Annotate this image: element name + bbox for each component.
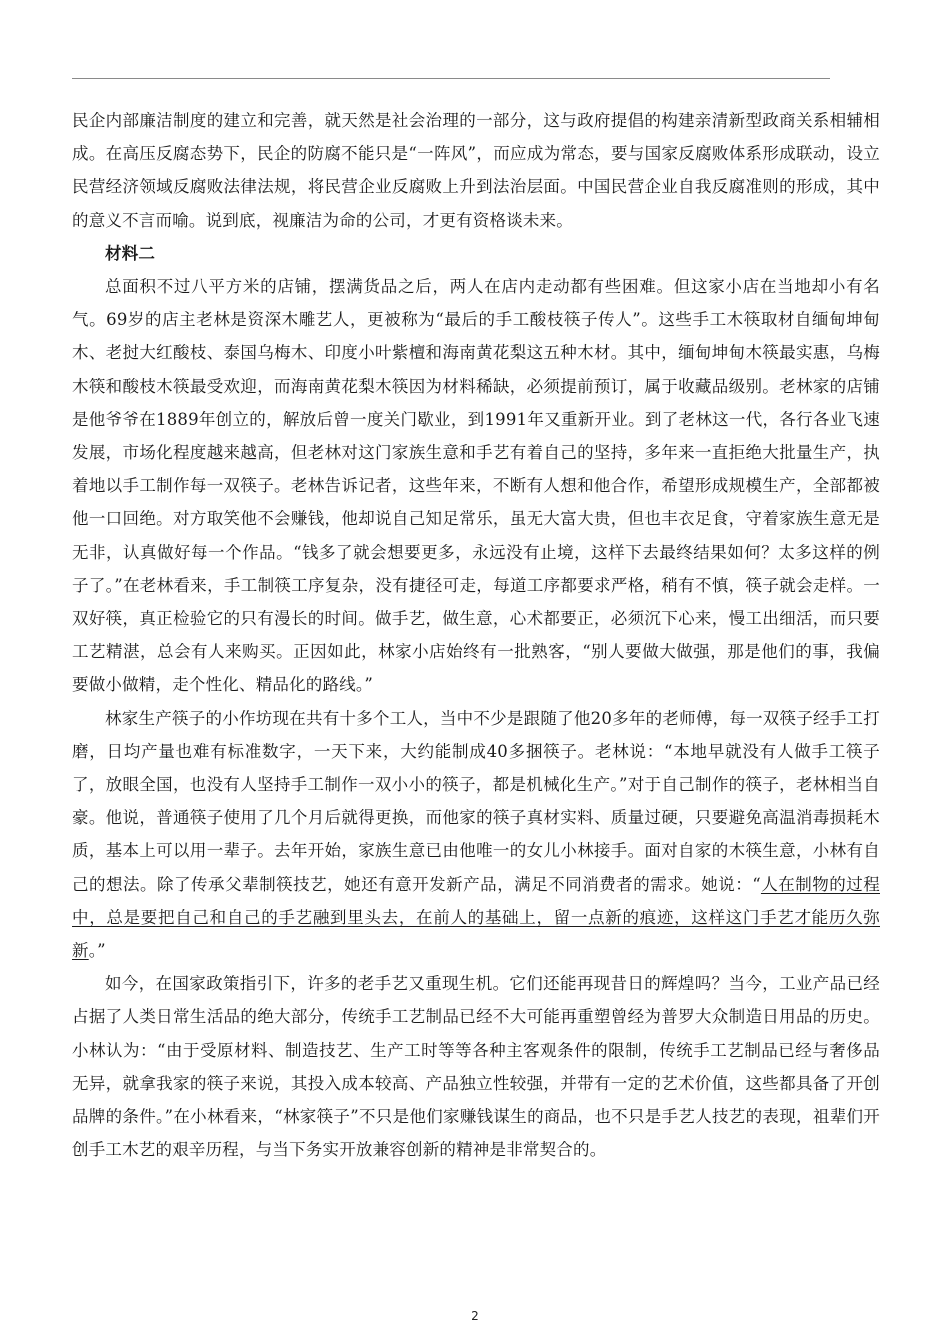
paragraph-continuation: 民企内部廉洁制度的建立和完善，就天然是社会治理的一部分，这与政府提倡的构建亲清新型政商关系相辅相成。在高压反腐态势下，民企的防腐不能只是“一阵风”，而应成为常态，要与国家反腐败体系形成联动，设立民营经济领域反腐败法律法规，将民营企业反腐败上升到法治层面。中国民营企业自我反腐准则的形成，其中的意义不言而喻。说到底，视廉洁为命的公司，才更有资格谈未来。 — [72, 111, 880, 230]
header-rule — [72, 78, 830, 79]
underlined-quote: 人在制物的过程中，总是要把自己和自己的手艺融到里头去，在前人的基础上，留一点新的痕迹，这样这门手艺才能历久弥新 — [72, 874, 880, 961]
paragraph-revival: 如今，在国家政策指引下，许多的老手艺又重现生机。它们还能再现昔日的辉煌吗？当今，工业产品已经占据了人类日常生活品的绝大部分，传统手工艺制品已经不大可能再重塑曾经为普罗大众制造日用品的历史。小林认为：“由于受原材料、制造技艺、生产工时等等各种主客观条件的限制，传统手工艺制品已经与奢侈品无异，就拿我家的筷子来说，其投入成本较高、产品独立性较强，并带有一定的艺术价值，这些都具备了开创品牌的条件。”在小林看来，“林家筷子”不只是他们家赚钱谋生的商品，也不只是手艺人技艺的表现，祖辈们开创手工木艺的艰辛历程，与当下务实开放兼容创新的精神是非常契合的。 — [72, 974, 880, 1160]
paragraph-workshop-text: 林家生产筷子的小作坊现在共有十多个工人，当中不少是跟随了他20多年的老师傅，每一双筷子经手工打磨，日均产量也难有标准数字，一天下来，大约能制成40多捆筷子。老林说：“本地早就没有人做手工筷子了，放眼全国，也没有人坚持手工制作一双小小的筷子，都是机械化生产。”对于自己制作的筷子，老林相当自豪。他说，普通筷子使用了几个月后就得更换，而他家的筷子真材实料、质量过硬，只要避免高温消毒损耗木质，基本上可以用一辈子。去年开始，家族生意已由他唯一的女儿小林接手。面对自家的木筷生意，小林有自己的想法。除了传承父辈制筷技艺，她还有意开发新产品，满足不同消费者的需求。她说：“ — [72, 708, 880, 894]
paragraph-shop-story: 总面积不过八平方米的店铺，摆满货品之后，两人在店内走动都有些困难。但这家小店在当地却小有名气。69岁的店主老林是资深木雕艺人，更被称为“最后的手工酸枝筷子传人”。这些手工木筷取材自缅甸坤甸木、老挝大红酸枝、泰国乌梅木、印度小叶紫檀和海南黄花梨这五种木材。其中，缅甸坤甸木筷最实惠，乌梅木筷和酸枝木筷最受欢迎，而海南黄花梨木筷因为材料稀缺，必须提前预订，属于收藏品级别。老林家的店铺是他爷爷在1889年创立的，解放后曾一度关门歇业，到1991年又重新开业。到了老林这一代，各行各业飞速发展，市场化程度越来越高，但老林对这门家族生意和手艺有着自己的坚持，多年来一直拒绝大批量生产，执着地以手工制作每一双筷子。老林告诉记者，这些年来，不断有人想和他合作，希望形成规模生产，全部都被他一口回绝。对方取笑他不会赚钱，他却说自己知足常乐，虽无大富大贵，但也丰衣足食，守着家族生意无是无非，认真做好每一个作品。“钱多了就会想要更多，永远没有止境，这样下去最终结果如何？太多这样的例子了。”在老林看来，手工制筷工序复杂，没有捷径可走，每道工序都要求严格，稍有不慎，筷子就会走样。一双好筷，真正检验它的只有漫长的时间。做手艺，做生意，心术都要正，必须沉下心来，慢工出细活，而只要工艺精湛，总会有人来购买。正因如此，林家小店始终有一批熟客，“别人要做大做强，那是他们的事，我偏要做小做精，走个性化、精品化的路线。” — [72, 277, 880, 695]
document-body — [72, 104, 880, 1167]
section-heading-material-two: 材料二 — [105, 243, 156, 263]
paragraph-workshop-ending: 。” — [88, 941, 106, 961]
paragraph-workshop — [72, 702, 880, 968]
page-number: 2 — [471, 1309, 479, 1323]
